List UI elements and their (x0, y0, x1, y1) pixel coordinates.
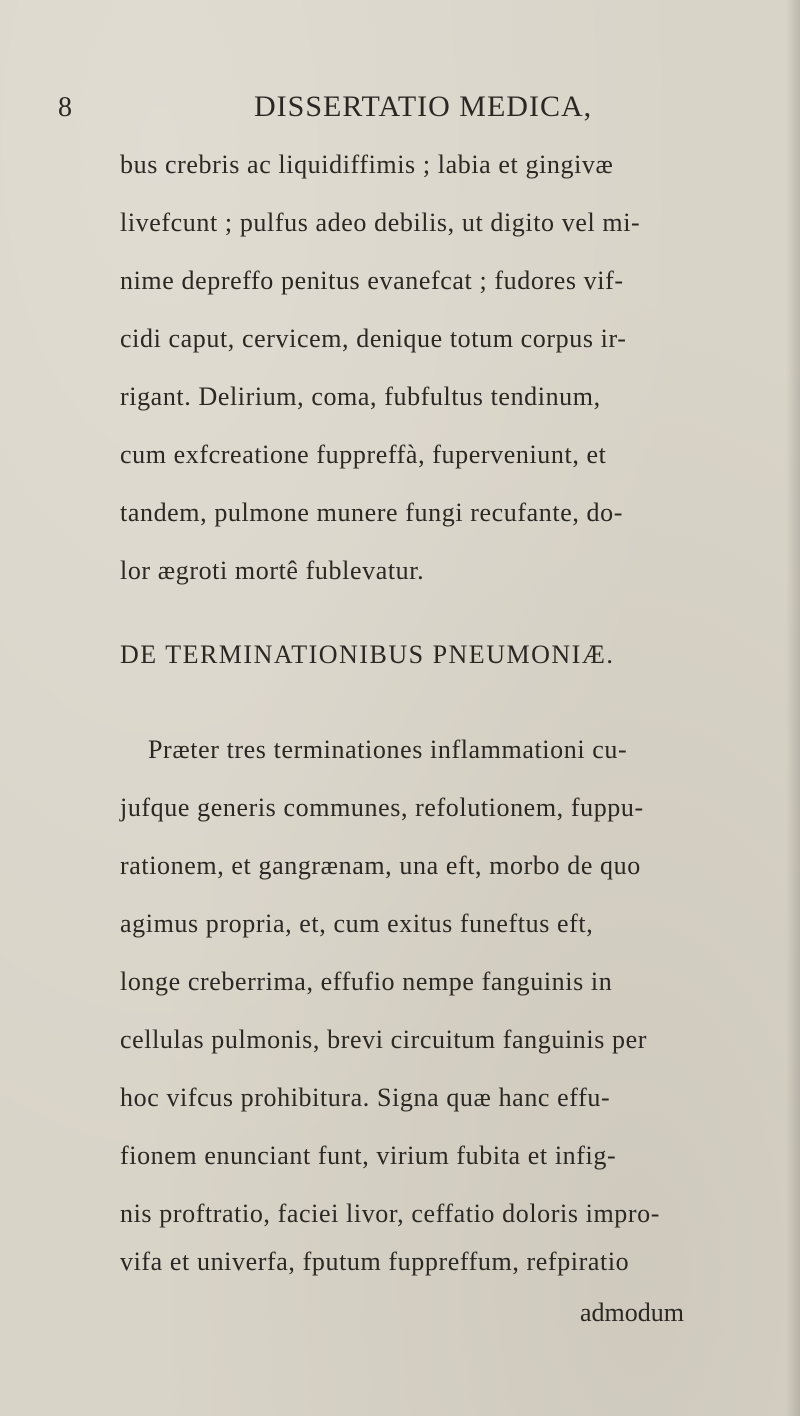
text-line: tandem, pulmone munere fungi recufante, do- (120, 498, 624, 527)
text-line: hoc vifcus prohibitura. Signa quæ hanc effu- (120, 1083, 611, 1112)
text-line: livefcunt ; pulfus adeo debilis, ut digito vel mi- (120, 208, 641, 237)
text-line: nis proftratio, faciei livor, ceffatio doloris impro- (120, 1199, 661, 1228)
text-line: nime depreffo penitus evanefcat ; fudores vif- (120, 266, 624, 295)
text-line: agimus propria, et, cum exitus funeftus eft, (120, 909, 594, 938)
text-line: fionem enunciant funt, virium fubita et infig- (120, 1141, 617, 1170)
text-line: cidi caput, cervicem, denique totum corpus ir- (120, 324, 627, 353)
text-line: jufque generis communes, refolutionem, fuppu- (120, 793, 644, 822)
section-title: DE TERMINATIONIBUS PNEUMONIÆ. (120, 640, 615, 669)
running-head: DISSERTATIO MEDICA, (254, 90, 593, 123)
text-line: vifa et univerfa, fputum fuppreffum, refpiratio (120, 1247, 630, 1276)
page-number: 8 (58, 92, 72, 123)
page-edge-shadow (786, 0, 800, 1416)
page-header (58, 88, 698, 128)
text-line: lor ægroti mortê fublevatur. (120, 556, 425, 585)
catchword: admodum (580, 1298, 684, 1327)
text-line: cellulas pulmonis, brevi circuitum fanguinis per (120, 1025, 648, 1054)
text-line: cum exfcreatione fuppreffà, fuperveniunt, et (120, 440, 607, 469)
text-line: bus crebris ac liquidiffimis ; labia et gingivæ (120, 150, 614, 179)
text-line: Præter tres terminationes inflammationi cu- (148, 735, 628, 764)
text-line: rigant. Delirium, coma, fubfultus tendinum, (120, 382, 601, 411)
text-line: rationem, et gangrænam, una eft, morbo de quo (120, 851, 641, 880)
text-line: longe creberrima, effufio nempe fanguinis in (120, 967, 613, 996)
